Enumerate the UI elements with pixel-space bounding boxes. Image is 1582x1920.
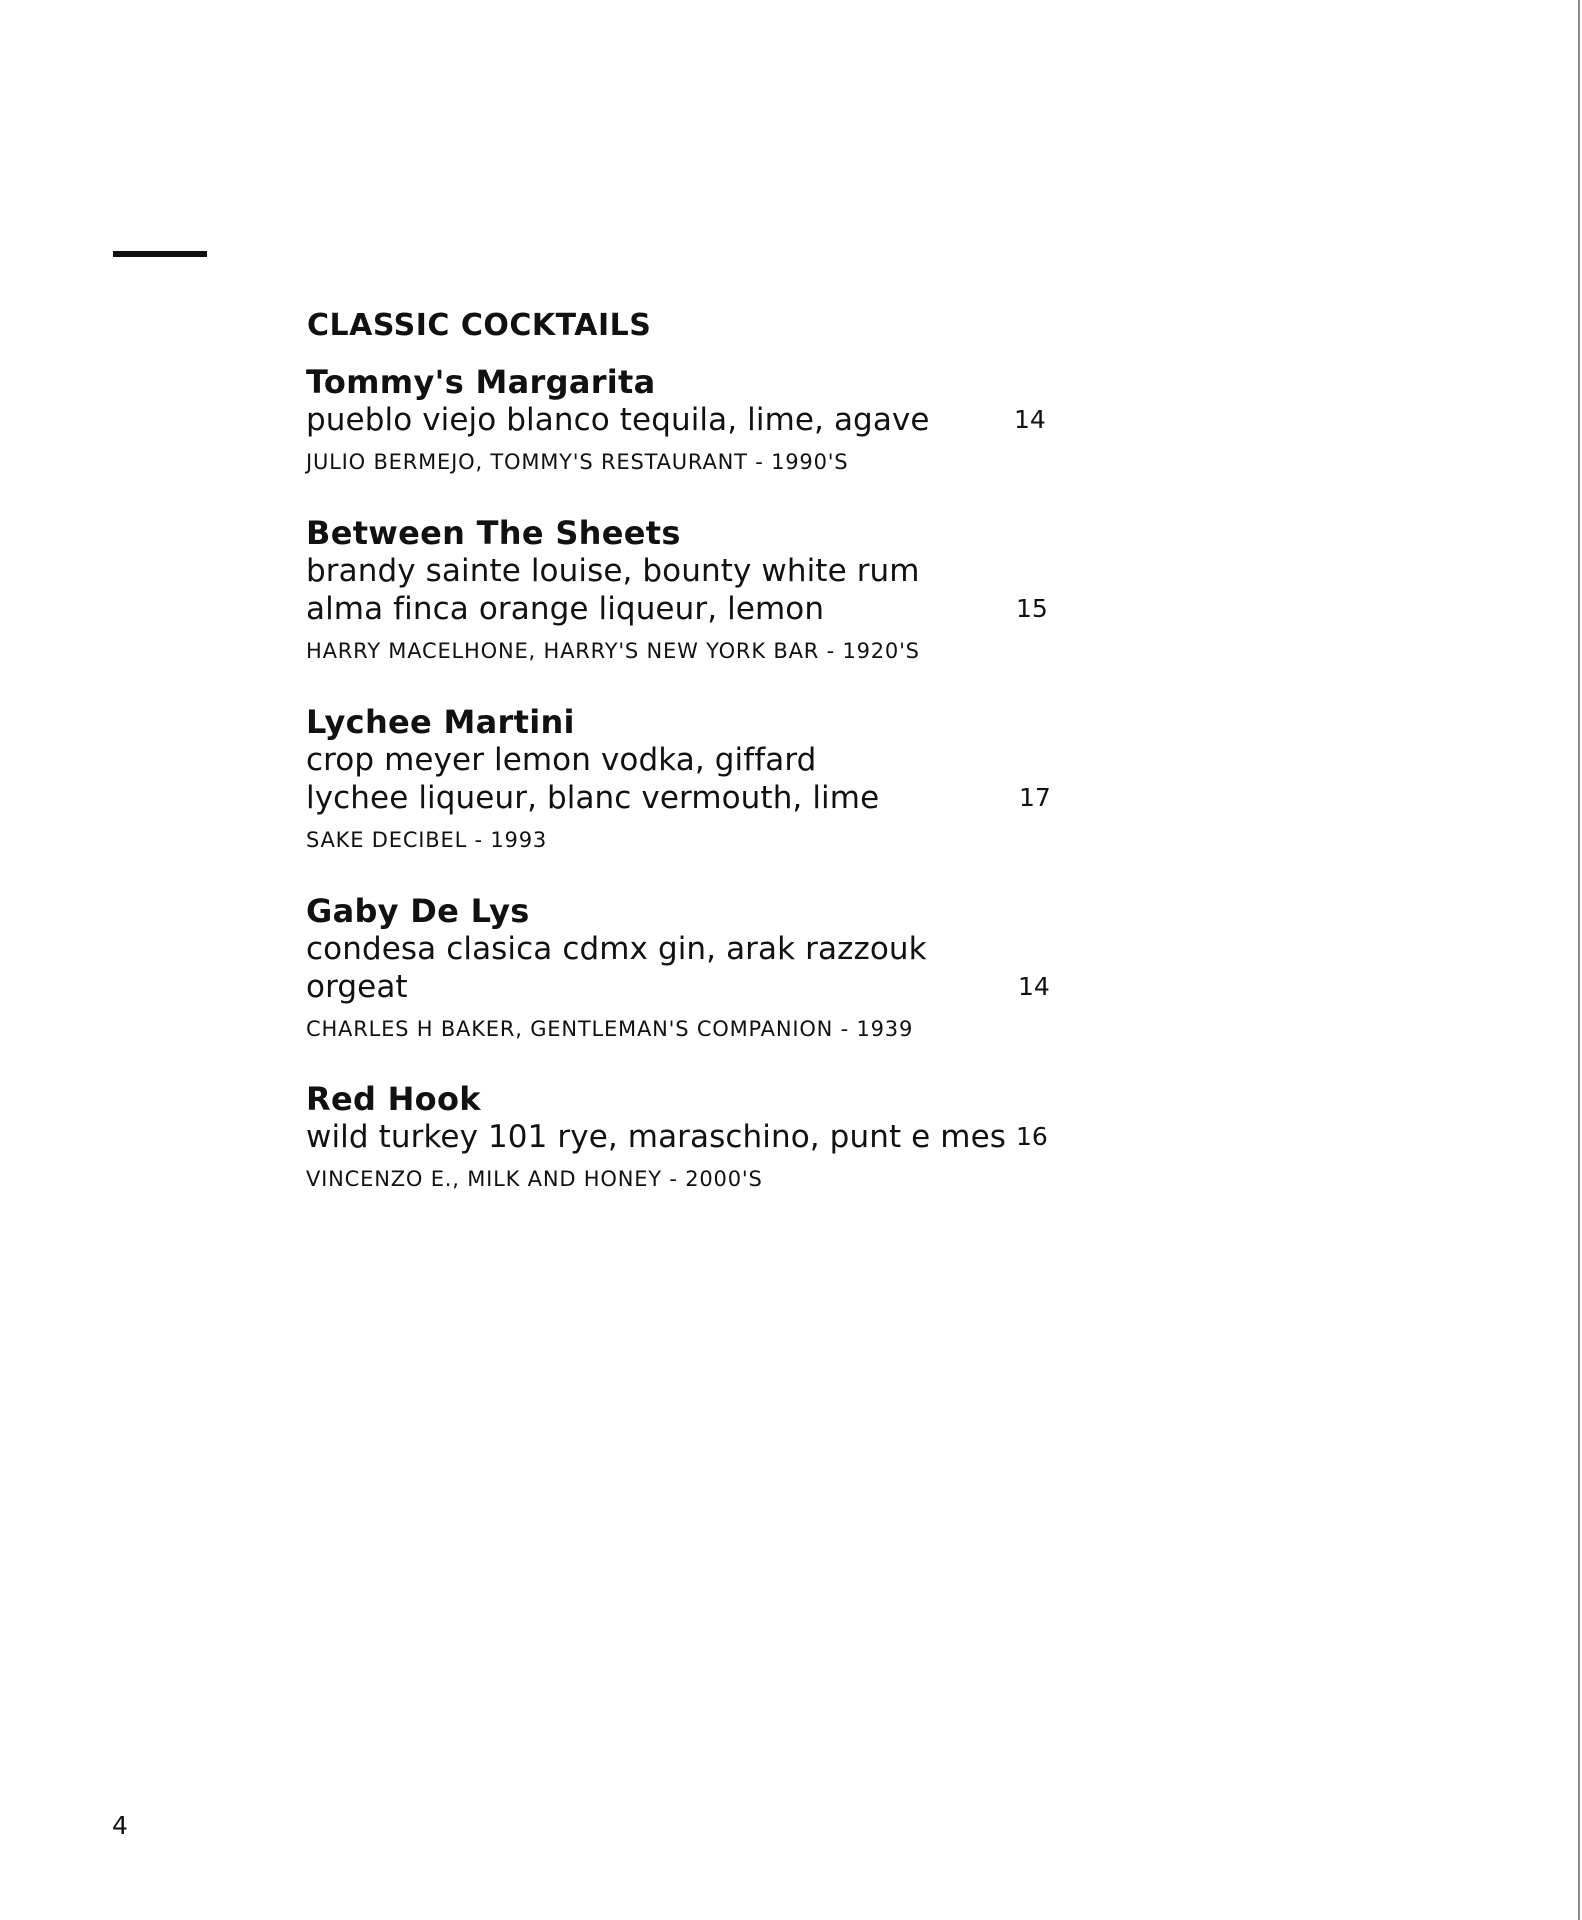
item-price: 14	[1014, 405, 1046, 434]
item-description: wild turkey 101 rye, maraschino, punt e mes	[306, 1119, 1007, 1155]
item-description: crop meyer lemon vodka, giffard	[306, 742, 817, 778]
menu-item	[306, 892, 1050, 1043]
item-origin: VINCENZO E., MILK AND HONEY - 2000'S	[306, 1167, 763, 1191]
section-title: CLASSIC COCKTAILS	[307, 308, 652, 343]
menu-item	[306, 703, 1051, 854]
item-description: condesa clasica cdmx gin, arak razzouk	[306, 931, 927, 967]
menu-item	[306, 1080, 1046, 1193]
item-name: Red Hook	[306, 1080, 481, 1118]
item-price: 17	[1019, 783, 1051, 812]
top-rule	[113, 251, 207, 257]
page-edge-divider	[1578, 0, 1580, 1920]
item-origin: CHARLES H BAKER, GENTLEMAN'S COMPANION - 1939	[306, 1017, 914, 1041]
menu-item	[306, 363, 1046, 476]
item-description: pueblo viejo blanco tequila, lime, agave	[306, 402, 930, 438]
item-price: 15	[1016, 594, 1048, 623]
item-name: Between The Sheets	[306, 514, 681, 552]
menu-item	[306, 514, 1046, 665]
item-name: Gaby De Lys	[306, 892, 530, 930]
item-name: Tommy's Margarita	[306, 363, 656, 401]
item-description: alma finca orange liqueur, lemon	[306, 591, 825, 627]
item-origin: HARRY MACELHONE, HARRY'S NEW YORK BAR - 1920'S	[306, 639, 920, 663]
item-price: 14	[1018, 972, 1050, 1001]
item-name: Lychee Martini	[306, 703, 575, 741]
item-description: orgeat	[306, 969, 408, 1005]
item-price: 16	[1016, 1122, 1048, 1151]
item-description: lychee liqueur, blanc vermouth, lime	[306, 780, 880, 816]
item-origin: SAKE DECIBEL - 1993	[306, 828, 548, 852]
item-description: brandy sainte louise, bounty white rum	[306, 553, 920, 589]
page-number: 4	[112, 1811, 128, 1840]
item-origin: JULIO BERMEJO, TOMMY'S RESTAURANT - 1990'S	[306, 450, 849, 474]
